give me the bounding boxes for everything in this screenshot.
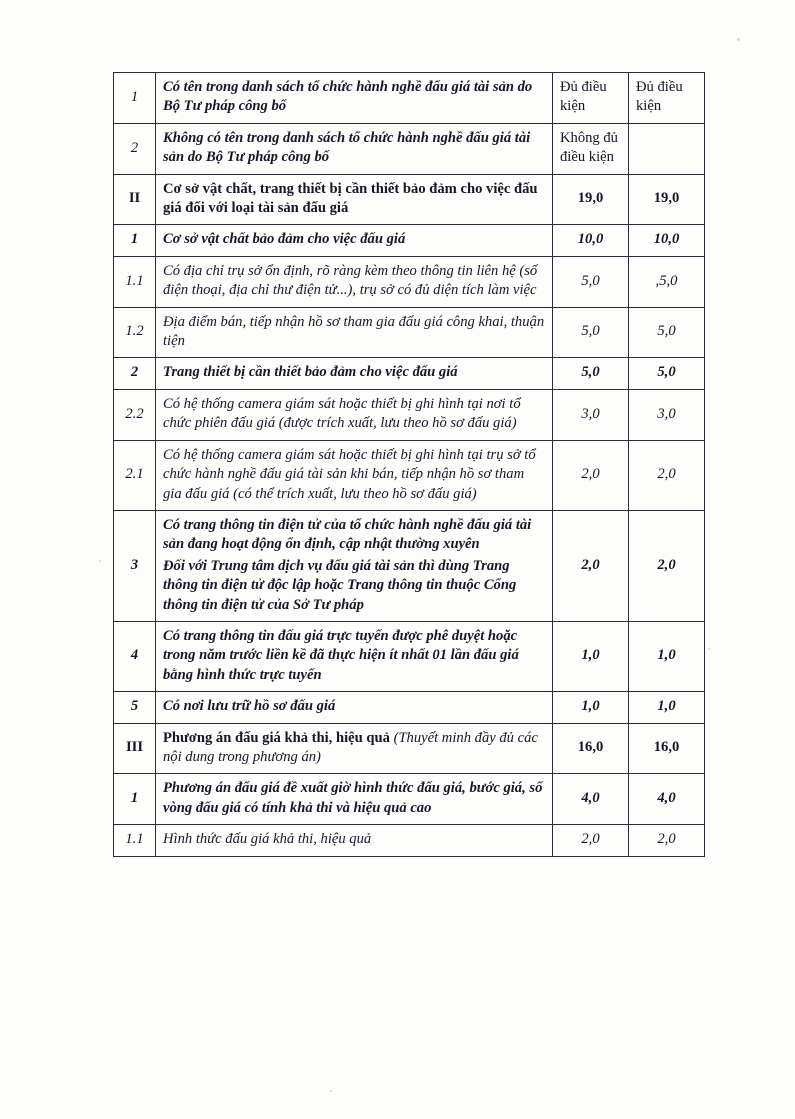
row-content-cell	[156, 440, 553, 510]
table-row	[114, 723, 705, 774]
row-content-paragraph: Có trang thông tin điện tử của tổ chức hành nghề đấu giá tài sản đang hoạt động ổn định, cập nhật thường xuyên	[163, 516, 532, 553]
row-content-paragraph: Phương án đấu giá khả thi, hiệu quả (Thuyết minh đầy đủ các nội dung trong phương án)	[163, 729, 538, 765]
row-score-cell-2: 4,0	[629, 774, 705, 825]
row-score-cell-1: 2,0	[553, 510, 629, 621]
row-content-paragraph: Có hệ thống camera giám sát hoặc thiết bị ghi hình tại nơi tổ chức phiên đấu giá (được trích xuất, lưu theo hồ sơ đấu giá)	[163, 395, 521, 432]
row-content-paragraph: Trang thiết bị cần thiết bảo đảm cho việc đấu giá	[163, 364, 458, 381]
row-score-cell-1: 1,0	[553, 621, 629, 691]
row-score-cell-2: 1,0	[629, 692, 705, 723]
row-content-cell	[156, 73, 553, 124]
row-index-cell: 5	[114, 692, 156, 723]
row-content-paragraph: Phương án đấu giá đề xuất giờ hình thức đấu giá, bước giá, số vòng đấu giá có tính khả thi và hiệu quả cao	[163, 780, 543, 816]
row-content-cell	[156, 123, 553, 174]
row-content-paragraph-secondary: Đối với Trung tâm dịch vụ đấu giá tài sản thì dùng Trang thông tin điện tử độc lập hoặc Trang thông tin thuộc Cổng thông tin điện tử của Sở Tư pháp	[163, 557, 517, 613]
row-content-cell	[156, 825, 553, 856]
row-score-cell-1: 19,0	[553, 174, 629, 225]
scan-speck	[99, 560, 101, 562]
row-index-cell: 1.1	[114, 825, 156, 856]
row-score-cell-1: 2,0	[553, 440, 629, 510]
row-content-cell	[156, 692, 553, 723]
row-content-cell	[156, 174, 553, 225]
row-content-paragraph: Không có tên trong danh sách tổ chức hành nghề đấu giá tài sản do Bộ Tư pháp công bố	[163, 129, 531, 166]
row-score-cell-1: 10,0	[553, 225, 629, 256]
row-index-cell: 1	[114, 73, 156, 124]
table-row	[114, 73, 705, 124]
row-content-cell	[156, 723, 553, 774]
row-index-cell: II	[114, 174, 156, 225]
row-content-paragraph: Có hệ thống camera giám sát hoặc thiết bị ghi hình tại trụ sở tổ chức hành nghề đấu giá tài sản khi bán, tiếp nhận hồ sơ tham gia đấu giá (có thể trích xuất, lưu theo hồ sơ đấu giá)	[163, 446, 536, 502]
row-score-cell-2: 2,0	[629, 510, 705, 621]
row-score-cell-1: 3,0	[553, 389, 629, 440]
table-row	[114, 510, 705, 621]
row-score-cell-1: 16,0	[553, 723, 629, 774]
row-content-cell	[156, 358, 553, 389]
row-score-cell-2: 19,0	[629, 174, 705, 225]
table-row	[114, 825, 705, 856]
row-content-cell	[156, 256, 553, 307]
table-row	[114, 174, 705, 225]
row-score-cell-2: 2,0	[629, 440, 705, 510]
row-score-cell-2: 5,0	[629, 307, 705, 358]
row-score-cell-1: Không đủ điều kiện	[553, 123, 629, 174]
row-index-cell: 1.1	[114, 256, 156, 307]
row-score-cell-2: 1,0	[629, 621, 705, 691]
table-row	[114, 692, 705, 723]
row-index-cell: 2.1	[114, 440, 156, 510]
row-content-paragraph: Địa điểm bán, tiếp nhận hồ sơ tham gia đấu giá công khai, thuận tiện	[163, 313, 545, 350]
row-content-cell	[156, 774, 553, 825]
row-index-cell: 2.2	[114, 389, 156, 440]
table-row	[114, 123, 705, 174]
row-score-cell-1: Đủ điều kiện	[553, 73, 629, 124]
row-score-cell-1: 5,0	[553, 307, 629, 358]
row-content-paragraph: Cơ sở vật chất bảo đảm cho việc đấu giá	[163, 231, 406, 248]
row-content-paragraph: Có trang thông tin đấu giá trực tuyến được phê duyệt hoặc trong năm trước liền kề đã thực hiện ít nhất 01 lần đấu giá bằng hình thức trực tuyến	[163, 627, 519, 683]
table-row	[114, 389, 705, 440]
row-content-cell	[156, 225, 553, 256]
row-index-cell: 2	[114, 358, 156, 389]
row-index-cell: 3	[114, 510, 156, 621]
criteria-table	[113, 72, 705, 857]
scan-speck	[708, 648, 710, 650]
row-score-cell-1: 2,0	[553, 825, 629, 856]
table-row	[114, 358, 705, 389]
table-row	[114, 307, 705, 358]
row-score-cell-1: 5,0	[553, 256, 629, 307]
criteria-table-container	[113, 72, 704, 857]
row-score-cell-1: 4,0	[553, 774, 629, 825]
table-row	[114, 440, 705, 510]
row-score-cell-2: 5,0	[629, 358, 705, 389]
row-index-cell: 2	[114, 123, 156, 174]
row-score-cell-1: 1,0	[553, 692, 629, 723]
row-index-cell: 4	[114, 621, 156, 691]
row-content-paragraph: Hình thức đấu giá khả thi, hiệu quả	[163, 831, 372, 848]
scan-speck	[330, 1090, 332, 1092]
row-content-paragraph: Có tên trong danh sách tổ chức hành nghề đấu giá tài sản do Bộ Tư pháp công bố	[163, 79, 533, 115]
row-index-cell: III	[114, 723, 156, 774]
row-index-cell: 1	[114, 774, 156, 825]
row-content-cell	[156, 510, 553, 621]
row-content-cell	[156, 621, 553, 691]
row-score-cell-2: 10,0	[629, 225, 705, 256]
table-row	[114, 621, 705, 691]
row-score-cell-1: 5,0	[553, 358, 629, 389]
row-content-cell	[156, 307, 553, 358]
table-row	[114, 774, 705, 825]
row-score-cell-2: 16,0	[629, 723, 705, 774]
row-score-cell-2: Đủ điều kiện	[629, 73, 705, 124]
row-content-cell	[156, 389, 553, 440]
scan-speck	[737, 38, 740, 41]
row-score-cell-2: 3,0	[629, 389, 705, 440]
row-score-cell-2	[629, 123, 705, 174]
row-content-paragraph: Có địa chỉ trụ sở ổn định, rõ ràng kèm theo thông tin liên hệ (số điện thoại, địa chỉ thư điện tử...), trụ sở có đủ diện tích làm việc	[163, 262, 538, 299]
row-index-cell: 1	[114, 225, 156, 256]
table-row	[114, 225, 705, 256]
row-content-note: (Thuyết minh đầy đủ các nội dung trong phương án)	[163, 729, 538, 765]
row-score-cell-2: ,5,0	[629, 256, 705, 307]
row-content-paragraph: Có nơi lưu trữ hồ sơ đấu giá	[163, 698, 336, 715]
row-score-cell-2: 2,0	[629, 825, 705, 856]
table-row	[114, 256, 705, 307]
row-index-cell: 1.2	[114, 307, 156, 358]
row-content-paragraph: Cơ sở vật chất, trang thiết bị cần thiết bảo đảm cho việc đấu giá đối với loại tài sản đấu giá	[163, 180, 538, 217]
